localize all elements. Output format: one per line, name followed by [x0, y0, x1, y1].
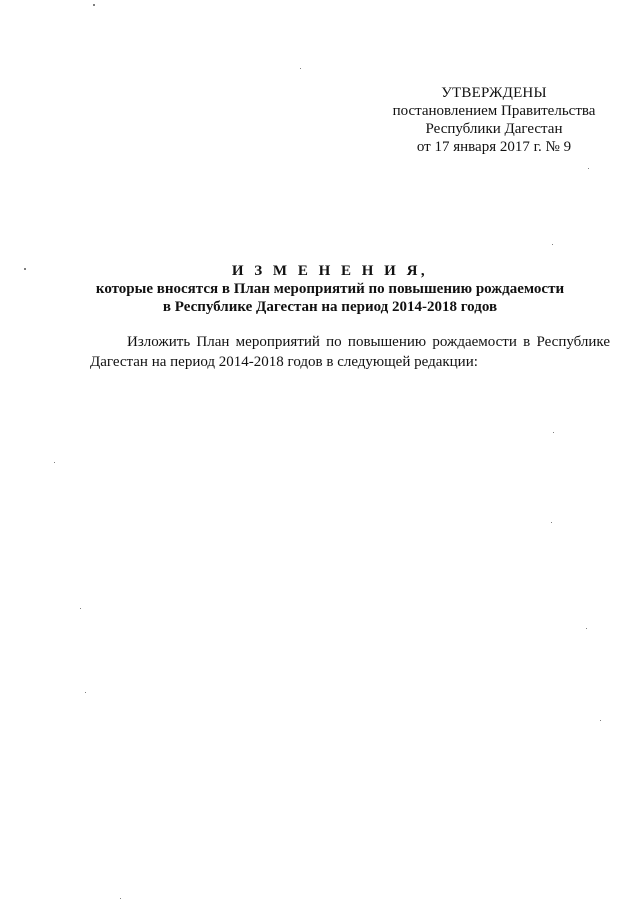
scan-speck: [93, 4, 95, 6]
approval-stamp-block: [380, 84, 608, 156]
scan-speck: [553, 432, 554, 433]
approval-line-republic: Республики Дагестан: [425, 121, 563, 137]
scan-speck: [551, 522, 552, 523]
body-paragraph: Изложить План мероприятий по повышению рождаемости в Республике Дагестан на период 2014-2018 годов в следующей редакции:: [90, 334, 610, 370]
scan-speck: [552, 244, 553, 245]
scan-speck: [300, 68, 301, 69]
scan-speck: [80, 608, 81, 609]
approval-heading: УТВЕРЖДЕНЫ: [441, 85, 547, 101]
scan-speck: [85, 692, 86, 693]
scan-speck: [586, 628, 587, 629]
document-subtitle-line2: в Республике Дагестан на период 2014-2018 годов: [162, 299, 498, 315]
document-title-block: [60, 262, 600, 316]
approval-line-date: от 17 января 2017 г. № 9: [416, 139, 572, 155]
scan-speck: [120, 898, 121, 899]
document-subtitle-line1: которые вносятся в План мероприятий по повышению рождаемости: [95, 281, 565, 297]
approval-line-resolution: постановлением Правительства: [392, 103, 596, 119]
scan-speck: [24, 268, 26, 270]
scan-speck: [588, 168, 589, 169]
scan-speck: [54, 462, 55, 463]
document-title: И З М Е Н Е Н И Я,: [231, 263, 429, 279]
scan-speck: [600, 720, 601, 721]
